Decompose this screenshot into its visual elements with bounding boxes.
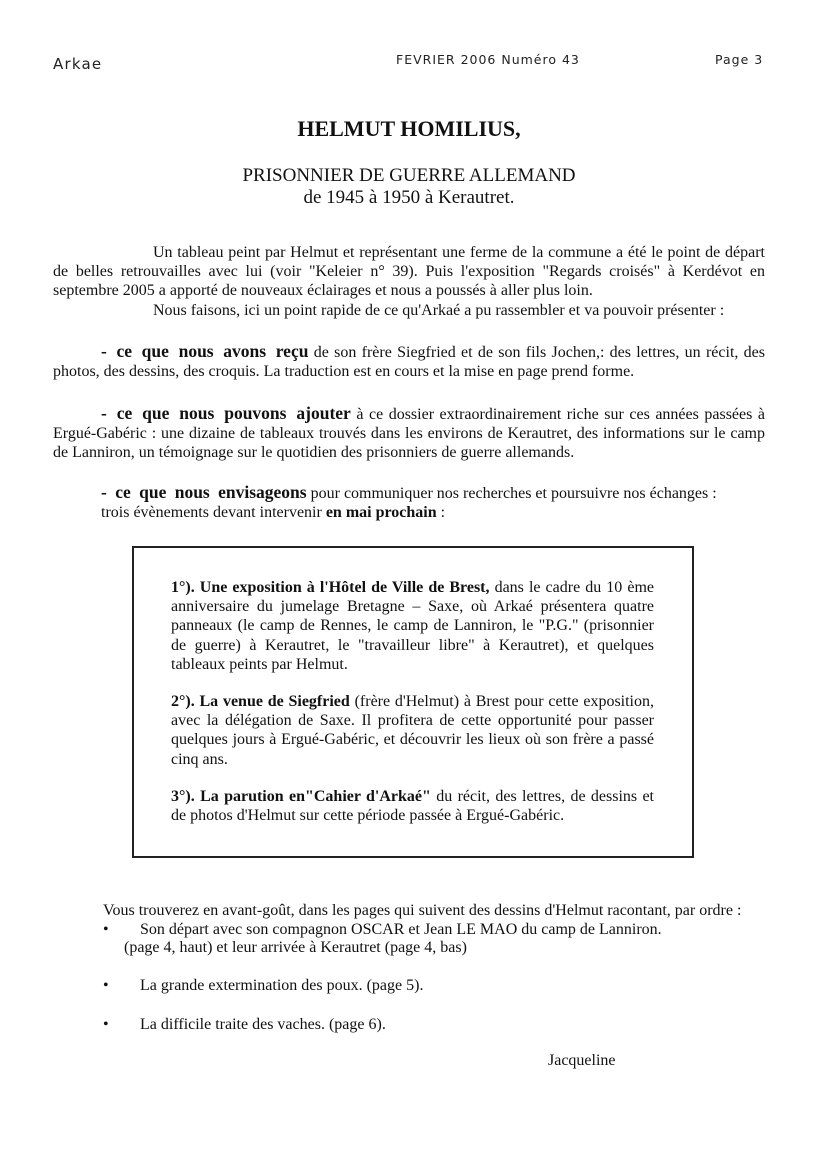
- preview-item-text: La difficile traite des vaches. (page 6).: [140, 1016, 386, 1033]
- section-recu: [53, 342, 765, 381]
- bullet-icon: •: [103, 921, 109, 938]
- article-title: HELMUT HOMILIUS,: [297, 116, 521, 141]
- publication-name: Arkae: [53, 55, 103, 73]
- preview-intro: Vous trouverez en avant-goût, dans les pages qui suivent des dessins d'Helmut racontant, par ordre :: [103, 902, 742, 919]
- section-lead: - ce que nous envisageons: [101, 482, 307, 502]
- section-text: pour communiquer nos recherches et poursuivre nos échanges :: [306, 485, 717, 502]
- event-text: du récit, des lettres, de dessins et de photos d'Helmut sur cette période passée à Ergué-Gabéric.: [171, 788, 655, 825]
- event-item: [171, 787, 654, 825]
- intro-paragraph: Un tableau peint par Helmut et représentant une ferme de la commune a été le point de départ de belles retrouvailles avec lui (voir "Keleier n° 39). Puis l'exposition "Regards croisés" à Kerdévot en septembre 2005 a apporté de nouveaux éclairages et nous a poussés à aller plus loin.: [53, 244, 765, 300]
- section-lead: - ce que nous pouvons ajouter: [101, 403, 351, 423]
- intro-section: [53, 243, 765, 320]
- event-text: (frère d'Helmut) à Brest pour cette exposition, avec la délégation de Saxe. Il profitera de cette opportunité pour passer quelques jours à Ergué-Gabéric, et découvrir les lieux où son frère a passé cinq ans.: [171, 693, 655, 768]
- article-subtitle-dates: de 1945 à 1950 à Kerautret.: [303, 187, 515, 208]
- event-item: [171, 578, 654, 674]
- preview-item-text: Son départ avec son compagnon OSCAR et Jean LE MAO du camp de Lanniron.: [140, 921, 662, 938]
- section-text-end: :: [436, 504, 446, 522]
- preview-item-continuation: (page 4, haut) et leur arrivée à Kerautret (page 4, bas): [124, 939, 467, 956]
- section-lead: - ce que nous avons reçu: [101, 341, 309, 361]
- event-heading: 1°). Une exposition à l'Hôtel de Ville de Brest,: [171, 579, 490, 596]
- issue-date: FEVRIER 2006 Numéro 43: [396, 52, 580, 67]
- event-text: dans le cadre du 10 ème anniversaire du jumelage Bretagne – Saxe, où Arkaé présentera quatre panneaux (le camp de Rennes, le camp de Lanniron, le "P.G." (prisonnier de guerre) à Kerautret, le "travailleur libre" à Kerautret), et quelques tableaux peints par Helmut.: [171, 579, 654, 673]
- event-heading: 3°). La parution en"Cahier d'Arkaé": [171, 788, 431, 805]
- article-subtitle: PRISONNIER DE GUERRE ALLEMAND: [242, 165, 576, 186]
- bullet-icon: •: [103, 1016, 109, 1033]
- section-emphasis: en mai prochain: [325, 504, 437, 522]
- section-ajouter: [53, 404, 765, 463]
- bullet-icon: •: [103, 977, 109, 994]
- event-heading: 2°). La venue de Siegfried: [171, 693, 350, 710]
- section-text: à ce dossier extraordinairement riche sur ces années passées à Ergué-Gabéric : une dizaine de tableaux trouvés dans les environs de Kerautret, des informations sur le camp de Lanniron, un témoignage sur le quotidien des prisonniers de guerre allemands.: [53, 406, 765, 462]
- section-text: de son frère Siegfried et de son fils Jochen,: des lettres, un récit, des photos, des dessins, des croquis. La traduction est en cours et la mise en page prend forme.: [53, 344, 766, 381]
- events-box: [132, 546, 694, 858]
- event-item: [171, 692, 654, 769]
- section-text-line: trois évènements devant intervenir: [101, 504, 326, 522]
- author-signature: Jacqueline: [548, 1052, 616, 1069]
- preview-item-text: La grande extermination des poux. (page 5).: [140, 977, 424, 994]
- page-number: Page 3: [715, 52, 764, 67]
- section-envisage: [53, 483, 765, 522]
- intro-paragraph-2: Nous faisons, ici un point rapide de ce qu'Arkaé a pu rassembler et va pouvoir présenter :: [153, 301, 725, 319]
